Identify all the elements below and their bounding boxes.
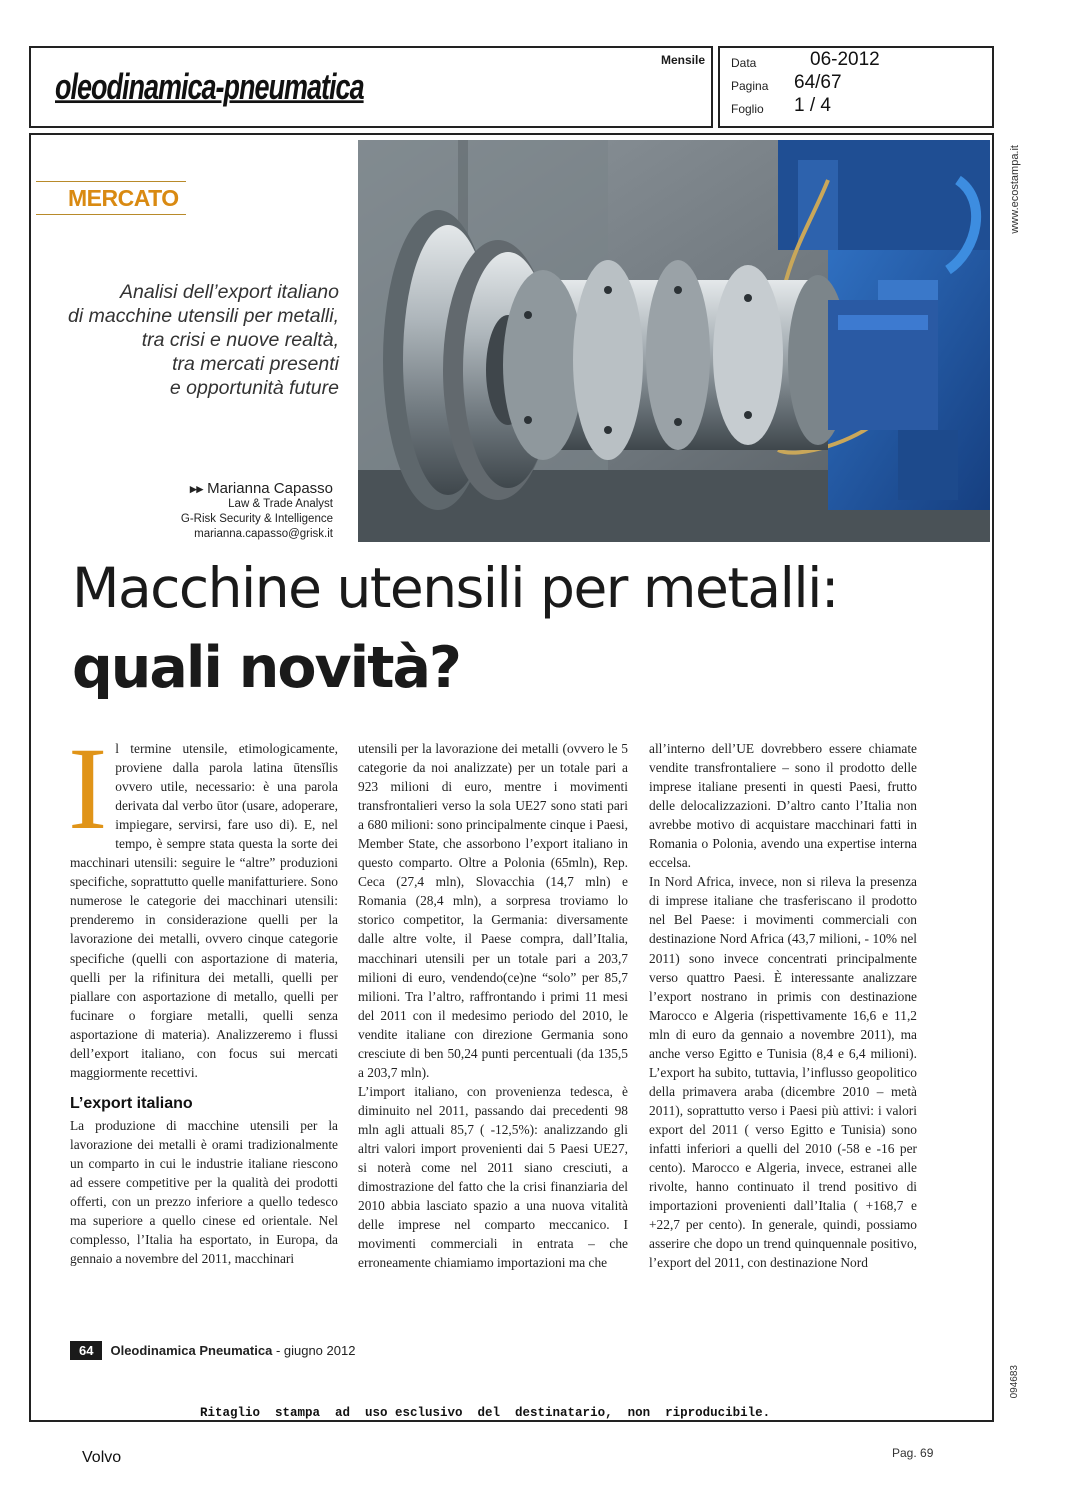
magazine-logo: oleodinamica-pneumatica (55, 66, 364, 108)
paragraph: all’interno dell’UE dovrebbero essere chiamate vendite transfrontaliere – sono il prodotto delle imprese italiane presenti in questi Paesi, frutto delle delocalizzazioni. D’altro canto l’Italia non avrebbe motivo di acquistare macchinari fatti in Romania o Polonia, avendo una expertise interna eccelsa. (649, 741, 917, 871)
author-arrow-icon: ▸▸ (190, 481, 204, 496)
article-title-line2: quali novità? (72, 635, 460, 701)
side-url: www.ecostampa.it (1009, 145, 1021, 234)
clipping-note: Ritaglio stampa ad uso esclusivo del destinatario, non riproducibile. (200, 1406, 771, 1420)
article-column-3 (649, 739, 917, 1272)
foglio-value: 1 / 4 (794, 95, 831, 116)
machine-photo (358, 140, 990, 542)
data-value: 06-2012 (810, 49, 880, 70)
author-role: Law & Trade Analyst (228, 498, 333, 510)
paragraph: La produzione di macchine utensili per la lavorazione dei metalli è orami tradizionalmente un comparto in cui le industrie italiane riescono ad essere competitive per la qualità dei prodotti offerti, con un prezzo inferiore a quello tedesco ma superiore a quello cinese ed orientale. Nel complesso, l’Italia ha esportato, in Europa, da gennaio a novembre del 2011, macchinari (70, 1117, 338, 1267)
paragraph: utensili per la lavorazione dei metalli (ovvero le 5 categorie da noi analizzate) per un totale pari a 923 milioni di euro, mentre i movimenti transfrontalieri verso la sola UE27 sono stati pari a 680 milioni: sono principalmente cinque i Paesi, Member State, che assorbono l’export italiano in questo comparto. Oltre a Polonia (65mln), Rep. Ceca (27,4 mln), Slovacchia (14,7 mln) e Romania (28,4 mln), a sorpresa troviamo lo storico competitor, la Germania: diversamente dalle altre volte, il Paese compra, dall’Italia, macchinari utensili per un totale pari a 203,7 milioni di euro, vendendo(ce)ne “solo” per 85,7 milioni. Tra l’altro, raffrontando i primi 11 mesi del 2011 con il medesimo periodo del 2010, le vendite italiane con direzione Germania sono cresciute di ben 50,24 punti percentuali (da 135,5 a 203,7 mln). (358, 741, 628, 1080)
article-subtitle: Analisi dell’export italiano di macchine utensili per metalli, tra crisi e nuove realtà, tra mercati presenti e opportunità future (68, 281, 339, 399)
author-company: G-Risk Security & Intelligence (180, 513, 333, 525)
paragraph: L’import italiano, con provenienza tedesca, è diminuito nel 2011, passando dai precedenti 98 mln agli attuali 85,7 ( -12,5%): analizzando gli altri valori import provenienti dai 5 Paesi UE27, si noterà come nel 2011 siano cresciuti, a dimostrazione del fatto che la crisi finanziaria del 2010 abbia lasciato spazio a una nuova vitalità delle imprese nel comparto meccanico. I movimenti commerciali in entrata – che erroneamente chiamiamo importazioni ma che (358, 1083, 628, 1271)
section-label: MERCATO (36, 181, 186, 215)
article-title-line1: Macchine utensili per metalli: (72, 556, 838, 620)
data-label: Data (731, 56, 757, 70)
pagina-value: 64/67 (794, 72, 842, 93)
side-code: 094683 (1009, 1365, 1020, 1399)
masthead-box (29, 46, 713, 128)
footer-magazine: Oleodinamica Pneumatica (110, 1343, 273, 1358)
pagina-label: Pagina (731, 79, 769, 93)
paragraph: In Nord Africa, invece, non si rileva la presenza di imprese italiane che trasferiscano il prodotto nel Bel Paese: i movimenti commerciali con destinazione Nord Africa (43,7 milioni, - 10% nel 2011) sono invece concentrati principalmente verso quattro Paesi. È interessante analizzare l’export nostrano in primis con destinazione Marocco e Algeria (rispettivamente 16,6 e 11,2 mln di euro da gennaio a novembre 2011), ma anche verso Egitto e Tunisia (8,4 e 6,4 milioni). L’export ha subito, tuttavia, l’influsso geopolitico della primavera araba (dicembre 2010 – metà 2011), soprattutto verso i Paesi più attivi: i valori export del 2011 ( verso Egitto e Tunisia) sono infatti inferiori a quelli del 2010 (-58 e -16 per cento). Marocco e Algeria, invece, estranei alle rivolte, hanno continuato il trend positivo di importazioni provenienti dall’Italia ( +168,7 e +22,7 per cento). In generale, quindi, possiamo asserire che dopo un trend quinquennale positivo, l’export del 2011, con destinazione Nord (649, 874, 917, 1271)
page-number: 64 (70, 1341, 102, 1360)
foglio-label: Foglio (731, 102, 764, 116)
footer-issue: - giugno 2012 (275, 1343, 356, 1358)
frequency-label: Mensile (660, 53, 705, 67)
drop-cap: I (68, 723, 108, 854)
author-name: ▸▸ Marianna Capasso (190, 480, 333, 497)
article-column-2 (358, 739, 628, 1272)
pag-number: Pag. 69 (892, 1446, 934, 1460)
client-name: Volvo (82, 1449, 122, 1466)
author-block (181, 480, 333, 542)
intro-paragraph: l termine utensile, etimologicamente, proviene dalla parola latina ūtensĭlis ovvero utile, necessario: è una parola derivata dal verbo ūtor (usare, adoperare, impiegare, servirsi, fare uso di). E, nel tempo, è sempre stata questa la sorte dei macchinari utensili: seguire le “altre” produzioni specifiche, soprattutto quelle manifatturiere. Sono numerose le categorie dei macchinari utensili: prenderemo in considerazione quelli per la lavorazione dei metalli, ovvero cinque categorie specifiche (quelli con asportazione di materia, quelli per la rifinitura dei metalli, quelli per piallare con asportazione di metallo, quelli per fucinare o forgiare metalli, quelli senza asportazione di materia). Analizzeremo i flussi dell’export italiano, con focus sui mercati maggiormente recettivi. (70, 741, 338, 1080)
author-email: marianna.capasso@grisk.it (194, 528, 333, 540)
section-heading: L’export italiano (70, 1094, 193, 1112)
page-footer (70, 1341, 355, 1360)
article-column-1 (68, 723, 338, 1268)
clipping-meta-box (718, 46, 994, 128)
